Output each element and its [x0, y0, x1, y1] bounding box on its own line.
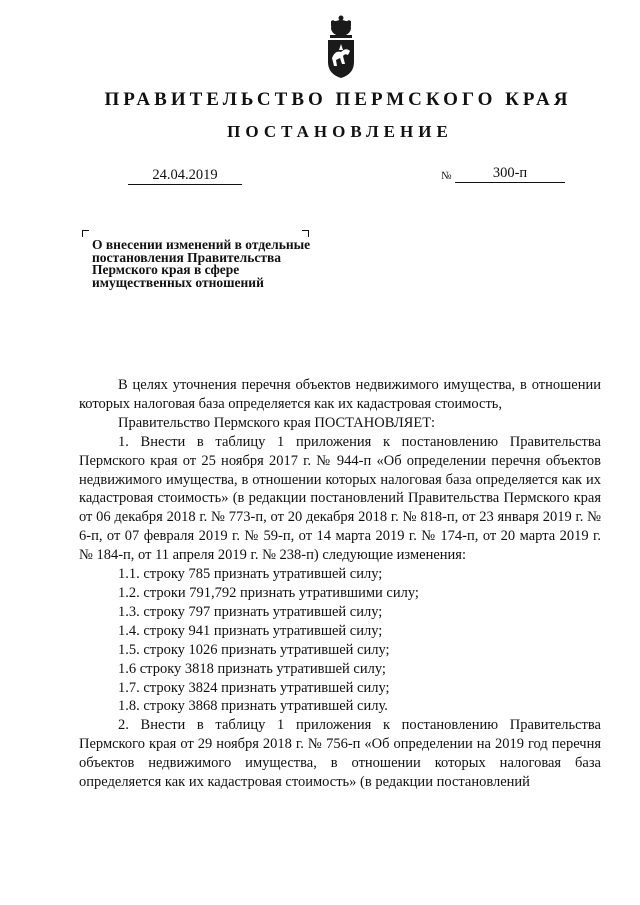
document-number: 300-п [455, 164, 565, 183]
point-2-paragraph: 2. Внести в таблицу 1 приложения к постановлению Правительства Пермского края от 29 ноября 2018 г. № 756-п «Об определении на 2019 год перечня объектов недвижимого имущества, в отношении которых налоговая база определяется как их кадастровая стоимость» (в редакции постановлений [79, 717, 601, 791]
list-item: 1.8. строку 3868 признать утратившей силу. [118, 698, 388, 715]
subject-line: имущественных отношений [92, 274, 264, 290]
subject-bracket-right [302, 230, 309, 237]
document-date: 24.04.2019 [128, 166, 242, 185]
list-item: 1.4. строку 941 признать утратившей силу; [118, 622, 383, 639]
subject-line: Пермского края в сфере [92, 262, 240, 278]
list-item: 1.3. строку 797 признать утратившей силу; [118, 603, 383, 620]
government-title: ПРАВИТЕЛЬСТВО ПЕРМСКОГО КРАЯ [104, 89, 572, 110]
list-item: 1.1. строку 785 признать утратившей силу; [118, 566, 383, 583]
resolution-line: Правительство Пермского края ПОСТАНОВЛЯЕТ: [118, 414, 436, 431]
point-1-paragraph: 1. Внести в таблицу 1 приложения к постановлению Правительства Пермского края от 25 ноября 2017 г. № 944-п «Об определении перечня объектов недвижимого имущества, в отношении которых налоговая база определяется как их кадастровая стоимость» (в редакции постановлений Правительства Пермского края от 06 декабря 2018 г. № 773-п, от 20 декабря 2018 г. № 818-п, от 23 января 2019 г. № 6-п, от 07 февраля 2019 г. № 59-п, от 14 марта 2019 г. № 174-п, от 20 марта 2019 г. № 184-п, от 11 апреля 2019 г. № 238-п) следующие изменения: [79, 433, 601, 564]
subject-line: постановления Правительства [92, 249, 281, 265]
subject-line: О внесении изменений в отдельные [92, 237, 311, 252]
list-item: 1.2. строки 791,792 признать утратившими силу; [118, 584, 419, 601]
preamble-paragraph: В целях уточнения перечня объектов недвижимого имущества, в отношении которых налоговая база определяется как их кадастровая стоимость, [79, 377, 601, 412]
subject-bracket-left [82, 230, 89, 237]
coat-of-arms-icon [321, 14, 361, 80]
document-type: ПОСТАНОВЛЕНИЕ [227, 122, 453, 141]
list-item: 1.7. строку 3824 признать утратившей силу; [118, 679, 390, 696]
document-body [79, 376, 601, 792]
list-item: 1.5. строку 1026 признать утратившей силу; [118, 641, 390, 658]
document-subject [92, 239, 352, 289]
number-sign: № [441, 170, 452, 182]
list-item: 1.6 строку 3818 признать утратившей силу; [118, 660, 386, 677]
